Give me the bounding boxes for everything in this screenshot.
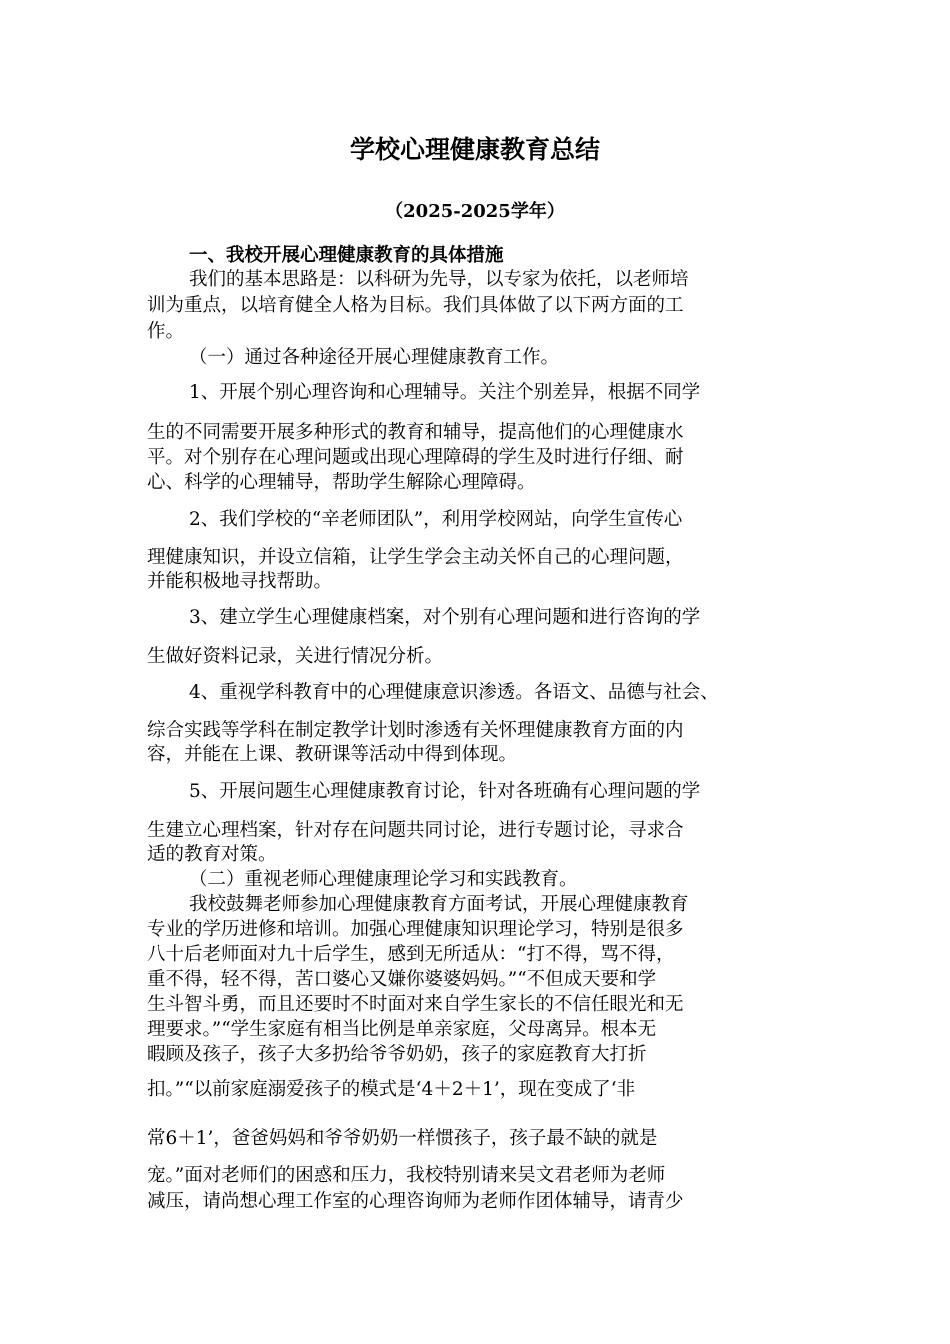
- paragraph-line: 生斗智斗勇，而且还要时不时面对来自学生家长的不信任眼光和无: [147, 994, 684, 1015]
- subsection-heading-2: （二）重视老师心理健康理论学习和实践教育。: [189, 869, 578, 890]
- paragraph-line: 减压，请尚想心理工作室的心理咨询师为老师作团体辅导，请青少: [147, 1191, 684, 1212]
- paragraph-line: 我们的基本思路是：以科研为先导，以专家为依托，以老师培: [189, 269, 689, 290]
- paragraph-line: 宠。”面对老师们的困惑和压力，我校特别请来吴文君老师为老师: [147, 1165, 666, 1186]
- paragraph-line: 八十后老师面对九十后学生，感到无所适从：“打不得，骂不得，: [147, 944, 675, 965]
- paragraph-line: 平。对个别存在心理问题或出现心理障碍的学生及时进行仔细、耐: [147, 447, 684, 468]
- paragraph-line: 常6＋1’，爸爸妈妈和爷爷奶奶一样惯孩子，孩子最不缺的就是: [147, 1128, 658, 1149]
- paragraph-line: 扣。”“以前家庭溺爱孩子的模式是‘4＋2＋1’，现在变成了‘非: [147, 1079, 636, 1100]
- paragraph-line: 专业的学历进修和培训。加强心理健康知识理论学习，特别是很多: [147, 919, 684, 940]
- section-heading-1: 一、我校开展心理健康教育的具体措施: [189, 245, 504, 266]
- document-title: 学校心理健康教育总结: [349, 135, 600, 164]
- paragraph-line: 1、开展个别心理咨询和心理辅导。关注个别差异，根据不同学: [189, 382, 701, 403]
- paragraph-line: 2、我们学校的“辛老师团队”，利用学校网站，向学生宣传心: [189, 509, 683, 530]
- paragraph-line: 理要求。”“学生家庭有相当比例是单亲家庭，父母离异。根本无: [147, 1019, 657, 1040]
- paragraph-line: 综合实践等学科在制定教学计划时渗透有关怀理健康教育方面的内: [147, 720, 684, 741]
- paragraph-line: 心、科学的心理辅导，帮助学生解除心理障碍。: [147, 472, 536, 493]
- paragraph-line: 理健康知识，并设立信箱，让学生学会主动关怀自己的心理问题，: [147, 547, 684, 568]
- paragraph-line: 适的教育对策。: [147, 844, 277, 865]
- paragraph-line: 生的不同需要开展多种形式的教育和辅导，提高他们的心理健康水: [147, 422, 684, 443]
- paragraph-line: 生做好资料记录，关进行情况分析。: [147, 646, 444, 667]
- paragraph-line: 重不得，轻不得，苦口婆心又嫌你婆婆妈妈。”“不但成天要和学: [147, 969, 657, 990]
- paragraph-line: 5、开展问题生心理健康教育讨论，针对各班确有心理问题的学: [189, 781, 701, 802]
- document-subtitle: （2025-2025学年）: [385, 201, 565, 222]
- paragraph-line: 4、重视学科教育中的心理健康意识渗透。各语文、品德与社会、: [189, 682, 719, 703]
- paragraph-line: 3、建立学生心理健康档案，对个别有心理问题和进行咨询的学: [189, 607, 701, 628]
- paragraph-line: 我校鼓舞老师参加心理健康教育方面考试，开展心理健康教育: [189, 894, 689, 915]
- paragraph-line: 暇顾及孩子，孩子大多扔给爷爷奶奶，孩子的家庭教育大打折: [147, 1044, 647, 1065]
- paragraph-line: 生建立心理档案，针对存在问题共同讨论，进行专题讨论，寻求合: [147, 820, 684, 841]
- paragraph-line: 并能积极地寻找帮助。: [147, 571, 333, 592]
- paragraph-line: 容，并能在上课、教研课等活动中得到体现。: [147, 744, 518, 765]
- paragraph-line: 作。: [147, 321, 185, 342]
- paragraph-line: 训为重点，以培育健全人格为目标。我们具体做了以下两方面的工: [147, 295, 684, 316]
- subsection-heading-1: （一）通过各种途径开展心理健康教育工作。: [189, 347, 560, 368]
